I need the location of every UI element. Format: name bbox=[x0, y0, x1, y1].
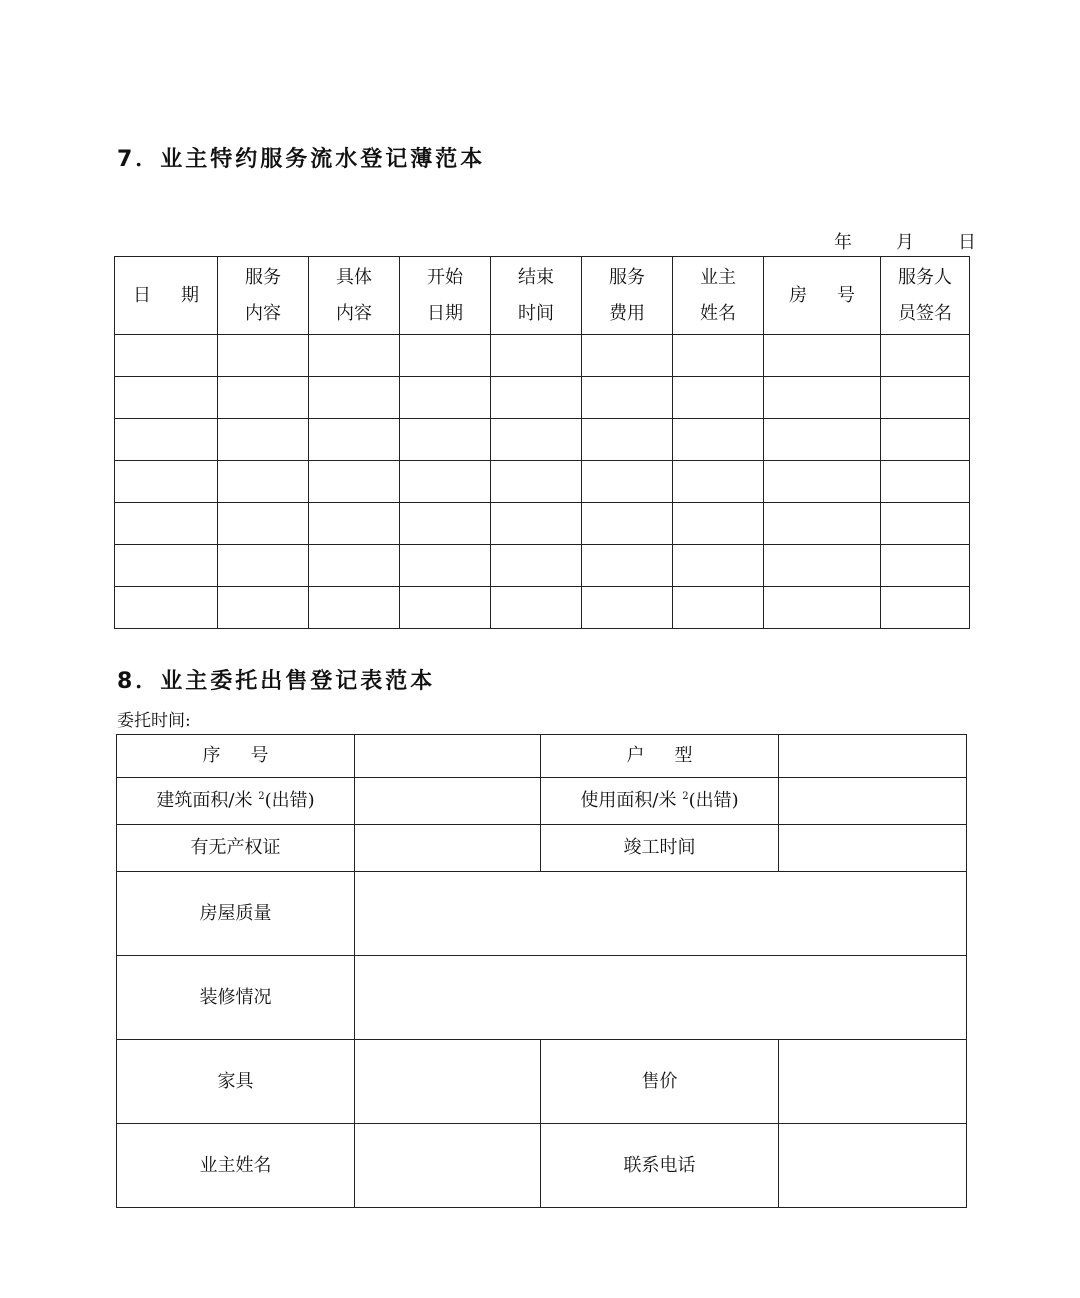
service-log-table bbox=[114, 256, 970, 629]
table-cell[interactable] bbox=[491, 335, 582, 377]
table-cell[interactable] bbox=[491, 503, 582, 545]
completion-time-label: 竣工时间 bbox=[541, 825, 779, 872]
header-detail-content: 具体 内容 bbox=[309, 257, 400, 335]
table-cell[interactable] bbox=[673, 461, 764, 503]
completion-time-value[interactable] bbox=[779, 825, 967, 872]
date-year: 年 bbox=[834, 232, 852, 253]
table-cell[interactable] bbox=[582, 335, 673, 377]
section-8-title: 8．业主委托出售登记表范本 bbox=[117, 669, 436, 694]
table-cell[interactable] bbox=[881, 377, 970, 419]
table-cell[interactable] bbox=[491, 587, 582, 629]
header-start-date: 开始 日期 bbox=[400, 257, 491, 335]
table-row bbox=[115, 377, 970, 419]
usable-area-value[interactable] bbox=[779, 778, 967, 825]
table-cell[interactable] bbox=[218, 503, 309, 545]
contact-phone-label: 联系电话 bbox=[541, 1124, 779, 1208]
table-row bbox=[117, 1040, 967, 1124]
table-row bbox=[115, 545, 970, 587]
furniture-label: 家具 bbox=[117, 1040, 355, 1124]
table-cell[interactable] bbox=[764, 587, 881, 629]
table-cell[interactable] bbox=[881, 503, 970, 545]
table-cell[interactable] bbox=[881, 461, 970, 503]
owner-name-value[interactable] bbox=[355, 1124, 541, 1208]
table-cell[interactable] bbox=[764, 419, 881, 461]
table-cell[interactable] bbox=[400, 419, 491, 461]
house-type-label: 户 型 bbox=[541, 735, 779, 778]
table-cell[interactable] bbox=[764, 503, 881, 545]
header-end-time: 结束 时间 bbox=[491, 257, 582, 335]
table-cell[interactable] bbox=[673, 503, 764, 545]
table-cell[interactable] bbox=[764, 461, 881, 503]
table-cell[interactable] bbox=[491, 419, 582, 461]
table-row bbox=[117, 778, 967, 825]
table-cell[interactable] bbox=[582, 419, 673, 461]
serial-value[interactable] bbox=[355, 735, 541, 778]
table-cell[interactable] bbox=[582, 545, 673, 587]
table-cell[interactable] bbox=[400, 503, 491, 545]
table-cell[interactable] bbox=[309, 587, 400, 629]
table-cell[interactable] bbox=[218, 377, 309, 419]
table-row bbox=[115, 419, 970, 461]
building-area-label: 建筑面积/米 $^2$(出错) bbox=[117, 778, 355, 825]
header-date: 日 期 bbox=[115, 257, 218, 335]
date-day: 日 bbox=[958, 232, 976, 253]
table-cell[interactable] bbox=[218, 461, 309, 503]
table-cell[interactable] bbox=[218, 545, 309, 587]
owner-name-label: 业主姓名 bbox=[117, 1124, 355, 1208]
table-cell[interactable] bbox=[115, 503, 218, 545]
table-cell[interactable] bbox=[309, 503, 400, 545]
table-row bbox=[115, 461, 970, 503]
section-7-title: 7．业主特约服务流水登记薄范本 bbox=[117, 147, 486, 172]
table-cell[interactable] bbox=[115, 545, 218, 587]
table-cell[interactable] bbox=[400, 545, 491, 587]
table-cell[interactable] bbox=[491, 545, 582, 587]
usable-area-label: 使用面积/米 $^2$(出错) bbox=[541, 778, 779, 825]
table-cell[interactable] bbox=[673, 545, 764, 587]
table-cell[interactable] bbox=[115, 419, 218, 461]
table-cell[interactable] bbox=[673, 419, 764, 461]
table-cell[interactable] bbox=[764, 335, 881, 377]
price-value[interactable] bbox=[779, 1040, 967, 1124]
table-cell[interactable] bbox=[400, 587, 491, 629]
table-cell[interactable] bbox=[491, 461, 582, 503]
table-cell[interactable] bbox=[582, 377, 673, 419]
header-service-content: 服务 内容 bbox=[218, 257, 309, 335]
sale-registration-table bbox=[116, 734, 967, 1208]
header-service-fee: 服务 费用 bbox=[582, 257, 673, 335]
table-cell[interactable] bbox=[218, 335, 309, 377]
header-staff-signature: 服务人 员签名 bbox=[881, 257, 970, 335]
table-cell[interactable] bbox=[491, 377, 582, 419]
table-cell[interactable] bbox=[400, 461, 491, 503]
header-room-number: 房 号 bbox=[764, 257, 881, 335]
table-cell[interactable] bbox=[764, 545, 881, 587]
entrust-time-label: 委托时间: bbox=[117, 711, 191, 731]
table-cell[interactable] bbox=[582, 461, 673, 503]
table-row bbox=[117, 872, 967, 956]
table-cell[interactable] bbox=[764, 377, 881, 419]
property-cert-label: 有无产权证 bbox=[117, 825, 355, 872]
serial-label: 序 号 bbox=[117, 735, 355, 778]
house-quality-label: 房屋质量 bbox=[117, 872, 355, 956]
table-cell[interactable] bbox=[673, 377, 764, 419]
table-cell[interactable] bbox=[309, 461, 400, 503]
decoration-label: 装修情况 bbox=[117, 956, 355, 1040]
header-owner-name: 业主 姓名 bbox=[673, 257, 764, 335]
property-cert-value[interactable] bbox=[355, 825, 541, 872]
table-cell[interactable] bbox=[673, 335, 764, 377]
table-row bbox=[117, 825, 967, 872]
table-cell[interactable] bbox=[309, 377, 400, 419]
table-cell[interactable] bbox=[881, 545, 970, 587]
table-cell[interactable] bbox=[115, 377, 218, 419]
table-row bbox=[115, 335, 970, 377]
decoration-value[interactable] bbox=[355, 956, 967, 1040]
table-cell[interactable] bbox=[309, 545, 400, 587]
table-cell[interactable] bbox=[582, 503, 673, 545]
table-cell[interactable] bbox=[115, 335, 218, 377]
table-row bbox=[115, 587, 970, 629]
date-month: 月 bbox=[896, 232, 914, 253]
furniture-value[interactable] bbox=[355, 1040, 541, 1124]
table-cell[interactable] bbox=[881, 587, 970, 629]
table-cell[interactable] bbox=[582, 587, 673, 629]
table-cell[interactable] bbox=[881, 419, 970, 461]
table-row bbox=[117, 735, 967, 778]
table-cell[interactable] bbox=[881, 335, 970, 377]
contact-phone-value[interactable] bbox=[779, 1124, 967, 1208]
table-cell[interactable] bbox=[400, 377, 491, 419]
table-cell[interactable] bbox=[115, 587, 218, 629]
table-cell[interactable] bbox=[673, 587, 764, 629]
table-cell[interactable] bbox=[115, 461, 218, 503]
table-cell[interactable] bbox=[309, 335, 400, 377]
date-line bbox=[834, 228, 976, 254]
house-quality-value[interactable] bbox=[355, 872, 967, 956]
table-cell[interactable] bbox=[218, 587, 309, 629]
table-cell[interactable] bbox=[400, 335, 491, 377]
table-cell[interactable] bbox=[309, 419, 400, 461]
price-label: 售价 bbox=[541, 1040, 779, 1124]
table-cell[interactable] bbox=[218, 419, 309, 461]
house-type-value[interactable] bbox=[779, 735, 967, 778]
table-header-row bbox=[115, 257, 970, 335]
table-row bbox=[115, 503, 970, 545]
table-row bbox=[117, 1124, 967, 1208]
building-area-value[interactable] bbox=[355, 778, 541, 825]
table-row bbox=[117, 956, 967, 1040]
